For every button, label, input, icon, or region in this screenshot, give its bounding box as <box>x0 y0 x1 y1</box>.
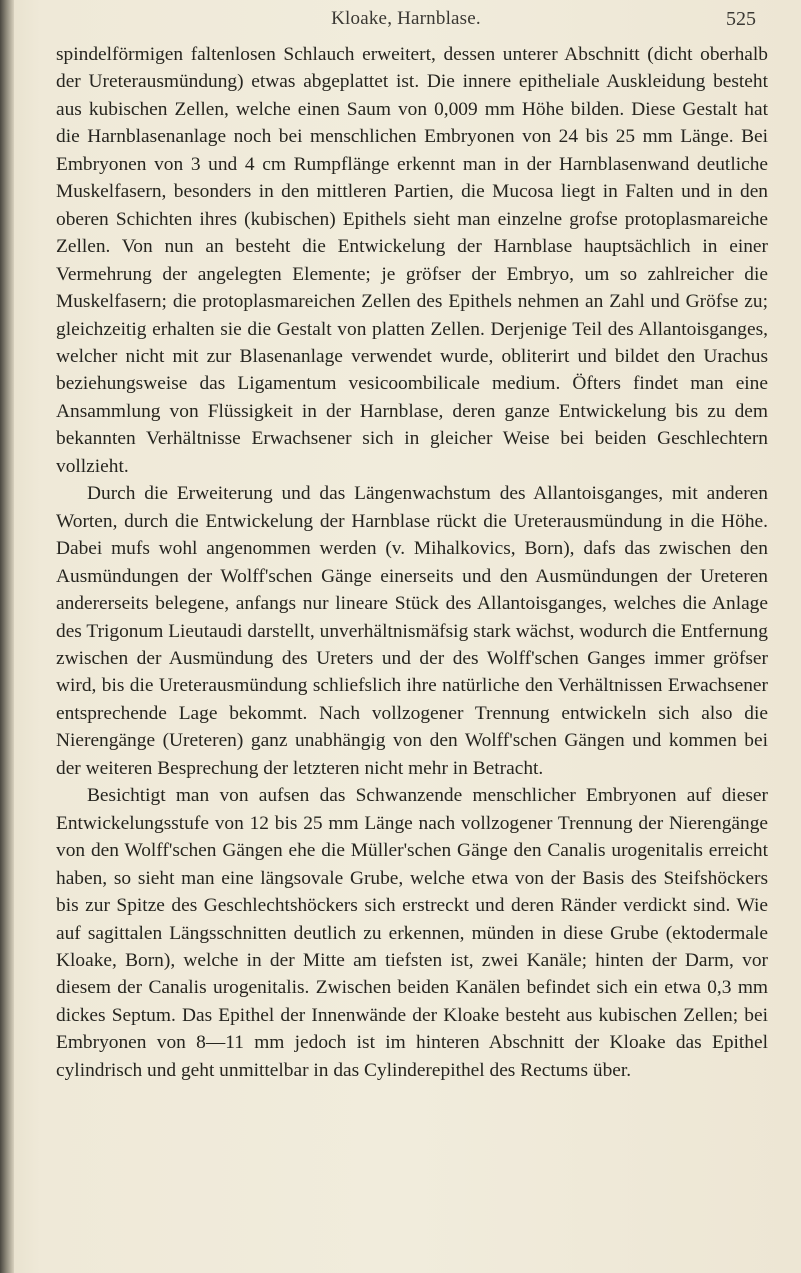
paragraph-2: Durch die Erweiterung und das Längenwachstum des Allantoisganges, mit anderen Worten, durch die Entwickelung der Harnblase rückt die Ureterausmündung in die Höhe. Dabei mufs wohl angenommen werden (v. Mihalkovics, Born), dafs das zwischen den Ausmündungen der Wolff'schen Gänge einerseits und den Ausmündungen der Ureteren andererseits belegene, anfangs nur lineare Stück des Allantoisganges, welches die Anlage des Trigonum Lieutaudi darstellt, unverhältnismäfsig stark wächst, wodurch die Entfernung zwischen der Ausmündung des Ureters und der des Wolff'schen Ganges immer gröfser wird, bis die Ureterausmündung schliefslich ihre natürliche den Verhältnissen Erwachsener entsprechende Lage bekommt. Nach vollzogener Trennung entwickeln sich also die Nierengänge (Ureteren) ganz unabhängig von den Wolff'schen Gängen und kommen bei der weiteren Besprechung der letzteren nicht mehr in Betracht. <box>56 483 768 779</box>
page-header <box>56 8 756 36</box>
paragraph-1: spindelförmigen faltenlosen Schlauch erweitert, dessen unterer Abschnitt (dicht oberhalb der Ureterausmündung) etwas abgeplattet ist. Die innere epitheliale Auskleidung besteht aus kubischen Zellen, welche einen Saum von 0,009 mm Höhe bilden. Diese Gestalt hat die Harnblasenanlage noch bei menschlichen Embryonen von 24 bis 25 mm Länge. Bei Embryonen von 3 und 4 cm Rumpflänge erkennt man in der Harnblasenwand deutliche Muskelfasern, besonders in den mittleren Partien, die Mucosa liegt in Falten und in den oberen Schichten ihres (kubischen) Epithels sieht man einzelne grofse protoplasmareiche Zellen. Von nun an besteht die Entwickelung der Harnblase hauptsächlich in einer Vermehrung der angelegten Elemente; je gröfser der Embryo, um so zahlreicher die Muskelfasern; die protoplasmareichen Zellen des Epithels nehmen an Zahl und Gröfse zu; gleichzeitig erhalten sie die Gestalt von platten Zellen. Derjenige Teil des Allantoisganges, welcher nicht mit zur Blasenanlage verwendet wurde, obliterirt und bildet den Urachus beziehungsweise das Ligamentum vesicoombilicale medium. Öfters findet man eine Ansammlung von Flüssigkeit in der Harnblase, deren ganze Entwickelung bis zu dem bekannten Verhältnisse Erwachsener sich in gleicher Weise bei beiden Geschlechtern vollzieht. <box>56 44 768 477</box>
running-title: Kloake, Harnblase. <box>331 8 481 29</box>
binding-gutter <box>0 0 14 1273</box>
paragraph-3: Besichtigt man von aufsen das Schwanzende menschlicher Embryonen auf dieser Entwickelungsstufe von 12 bis 25 mm Länge nach vollzogener Trennung der Nierengänge von den Wolff'schen Gängen ehe die Müller'schen Gänge den Canalis urogenitalis erreicht haben, so sieht man eine längsovale Grube, welche etwa von der Basis des Steifshöckers bis zur Spitze des Geschlechtshöckers sich erstreckt und deren Ränder verdickt sind. Wie auf sagittalen Längsschnitten deutlich zu erkennen, münden in diese Grube (ektodermale Kloake, Born), welche in der Mitte am tiefsten ist, zwei Kanäle; hinten der Darm, vor diesem der Canalis urogenitalis. Zwischen beiden Kanälen befindet sich ein etwa 0,3 mm dickes Septum. Das Epithel der Innenwände der Kloake besteht aus kubischen Zellen; bei Embryonen von 8—11 mm jedoch ist im hinteren Abschnitt der Kloake das Epithel cylindrisch und geht unmittelbar in das Cylinderepithel des Rectums über. <box>56 785 768 1081</box>
page-number: 525 <box>726 8 756 30</box>
body-text <box>56 41 768 1084</box>
